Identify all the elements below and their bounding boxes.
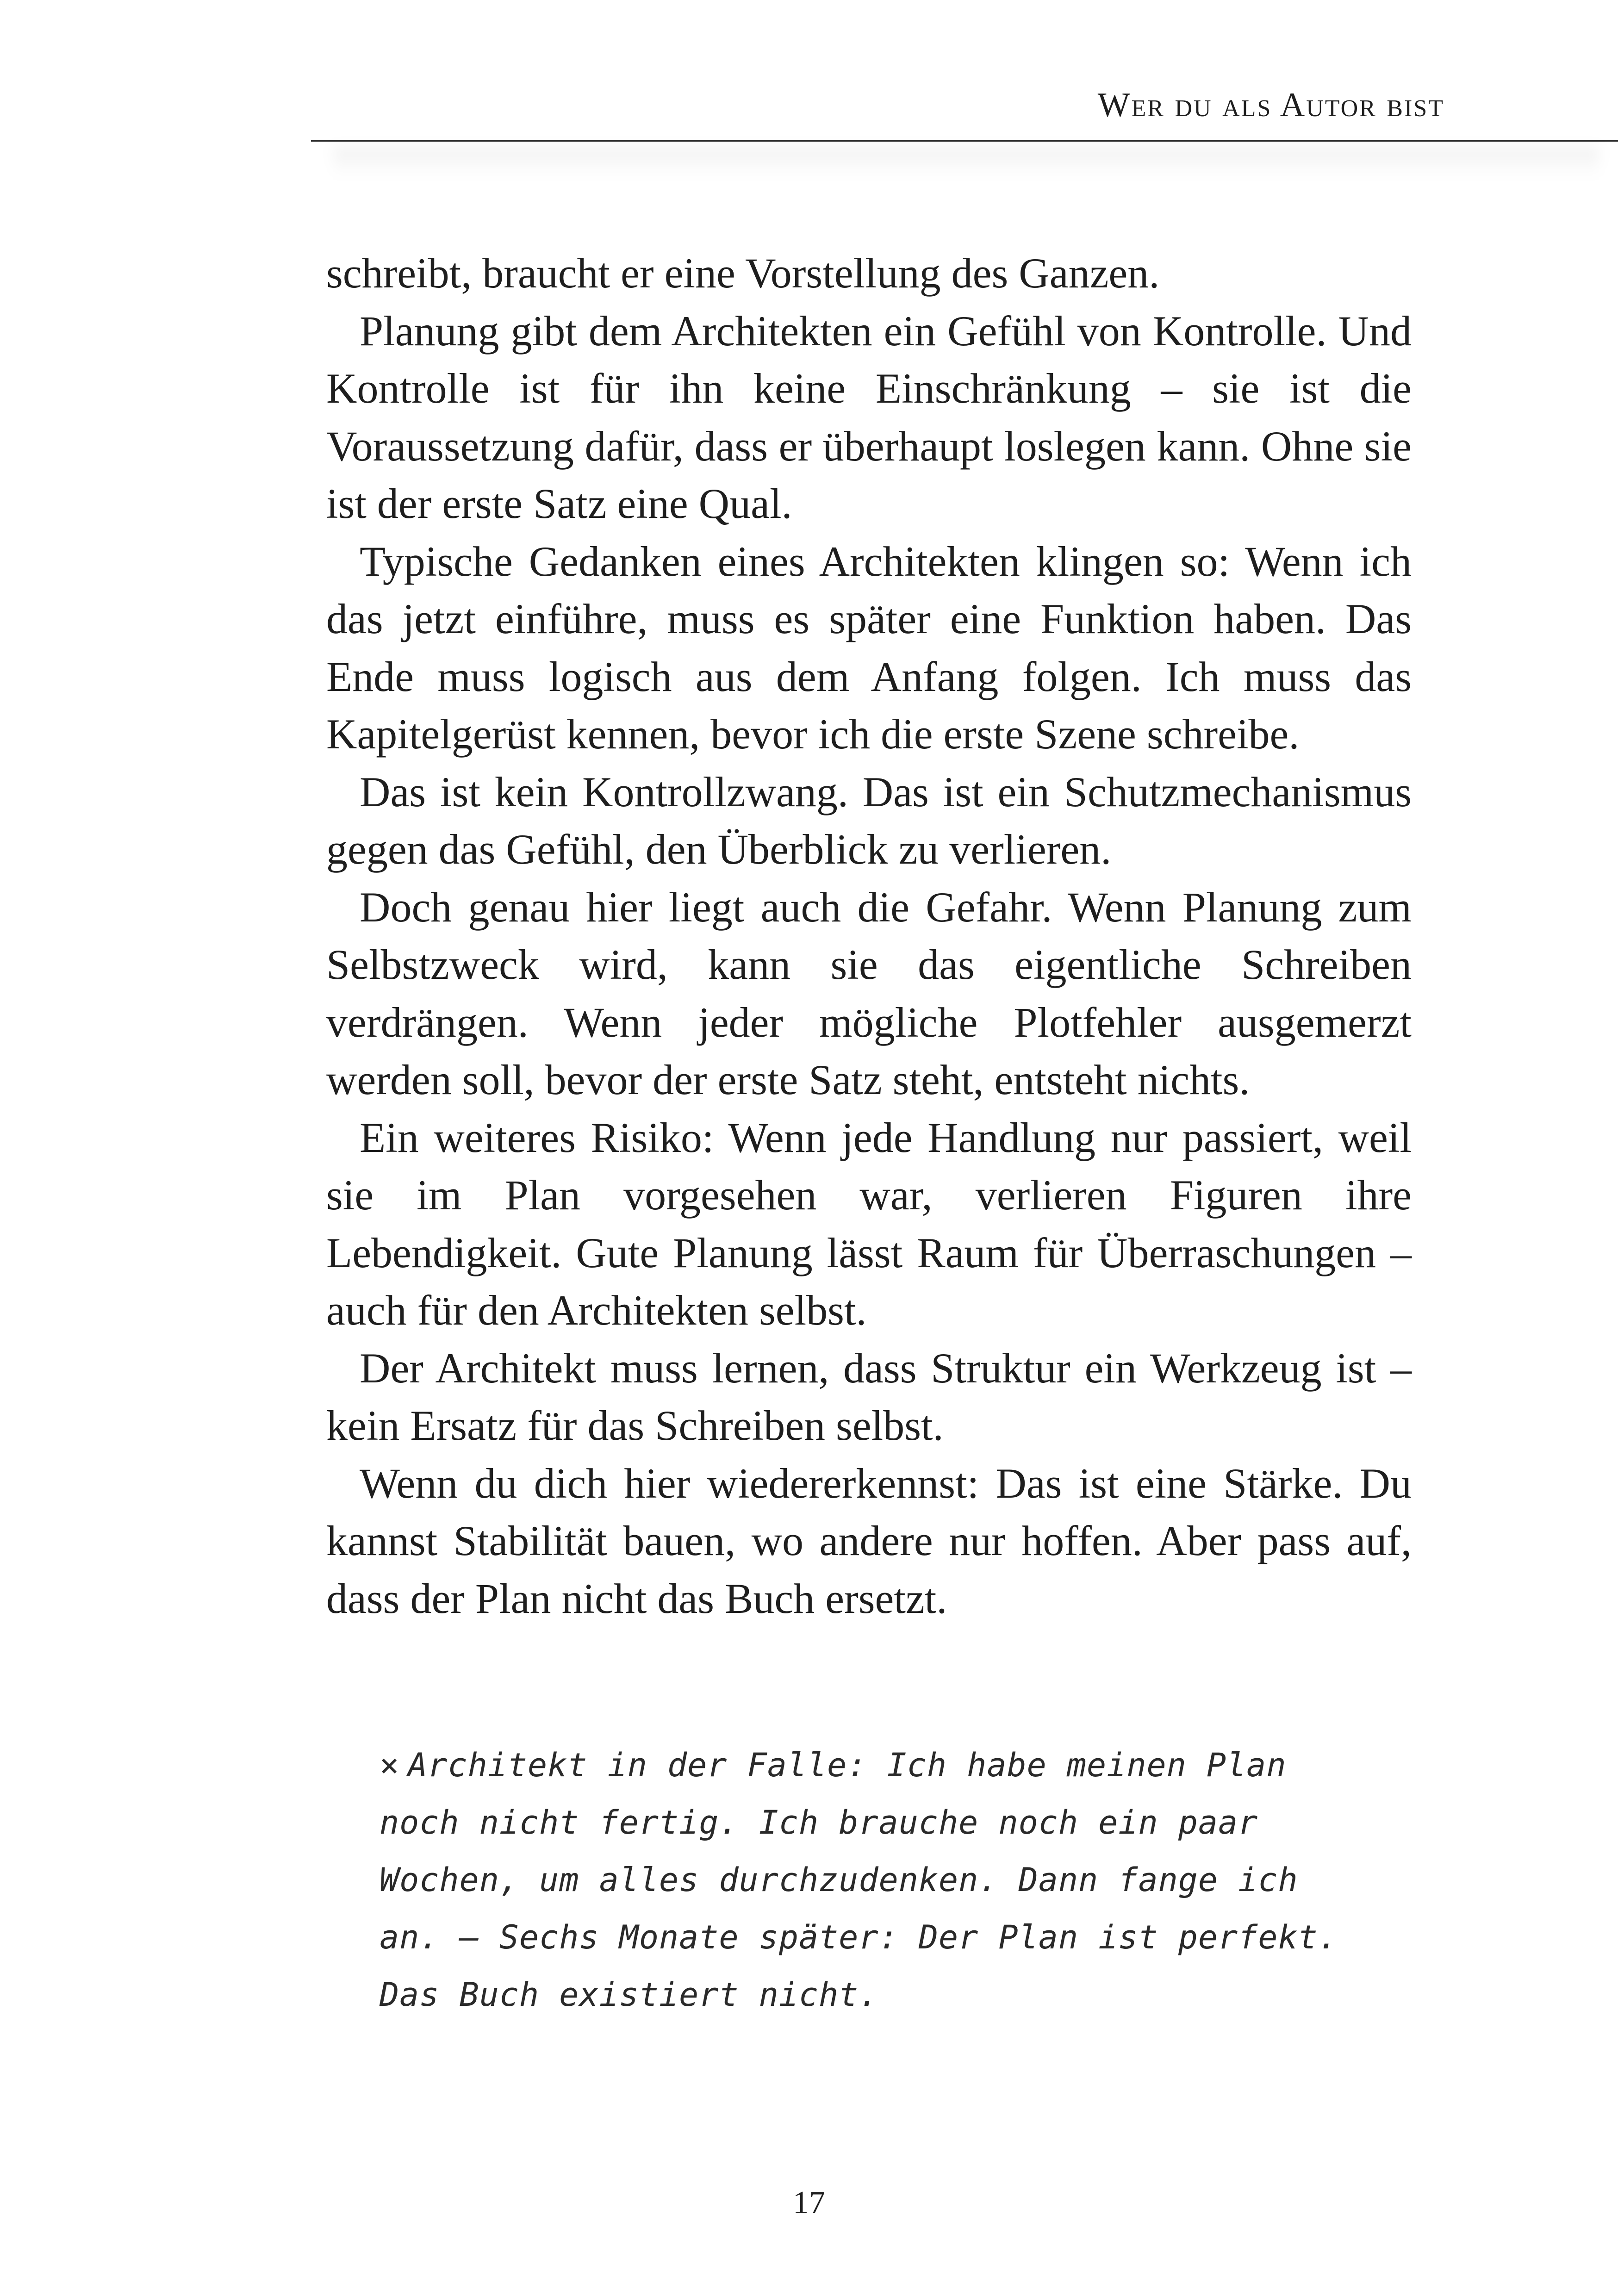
running-head-title: Wer du als Autor bist	[1097, 86, 1444, 124]
body-text	[326, 244, 1412, 1627]
paragraph: Wenn du dich hier wiedererkennst: Das ist eine Stärke. Du kannst Stabilität bauen, wo andere nur hoffen. Aber pass auf, dass der Plan nicht das Buch ersetzt.	[326, 1459, 1412, 1622]
callout-text: Architekt in der Falle: Ich habe meinen Plan noch nicht fertig. Ich brauche noch ein paar Wochen, um alles durchzudenken. Dann fange ich an. – Sechs Monate später: Der Plan ist perfekt. Das Buch existiert nicht.	[380, 1746, 1338, 2014]
callout-box	[380, 1736, 1365, 2023]
paragraph: Planung gibt dem Architekten ein Gefühl von Kontrolle. Und Kontrolle ist für ihn keine Einschränkung – sie ist die Voraussetzung dafür, dass er überhaupt loslegen kann. Ohne sie ist der erste Satz eine Qual.	[326, 307, 1412, 527]
close-x-icon: ×	[380, 1746, 400, 1784]
page-number: 17	[793, 2185, 825, 2221]
paragraph: Der Architekt muss lernen, dass Struktur ein Werkzeug ist – kein Ersatz für das Schreiben selbst.	[326, 1344, 1412, 1449]
paragraph: schreibt, braucht er eine Vorstellung des Ganzen.	[326, 249, 1160, 297]
paragraph: Doch genau hier liegt auch die Gefahr. Wenn Planung zum Selbstzweck wird, kann sie das eigentliche Schreiben verdrängen. Wenn jeder mögliche Plotfehler ausgemerzt werden soll, bevor der erste Satz steht, entsteht nichts.	[326, 883, 1412, 1103]
paragraph: Typische Gedanken eines Architekten klingen so: Wenn ich das jetzt einführe, muss es später eine Funktion haben. Das Ende muss logisch aus dem Anfang folgen. Ich muss das Kapitelgerüst kennen, bevor ich die erste Szene schreibe.	[326, 537, 1412, 758]
header-shadow	[333, 147, 1599, 180]
paragraph: Ein weiteres Risiko: Wenn jede Handlung nur passiert, weil sie im Plan vorgesehen war, verlieren Figuren ihre Lebendigkeit. Gute Planung lässt Raum für Überraschungen – auch für den Architekten selbst.	[326, 1114, 1412, 1334]
paragraph: Das ist kein Kontrollzwang. Das ist ein Schutzmechanismus gegen das Gefühl, den Überblick zu verlieren.	[326, 768, 1412, 873]
header-rule	[311, 140, 1618, 142]
